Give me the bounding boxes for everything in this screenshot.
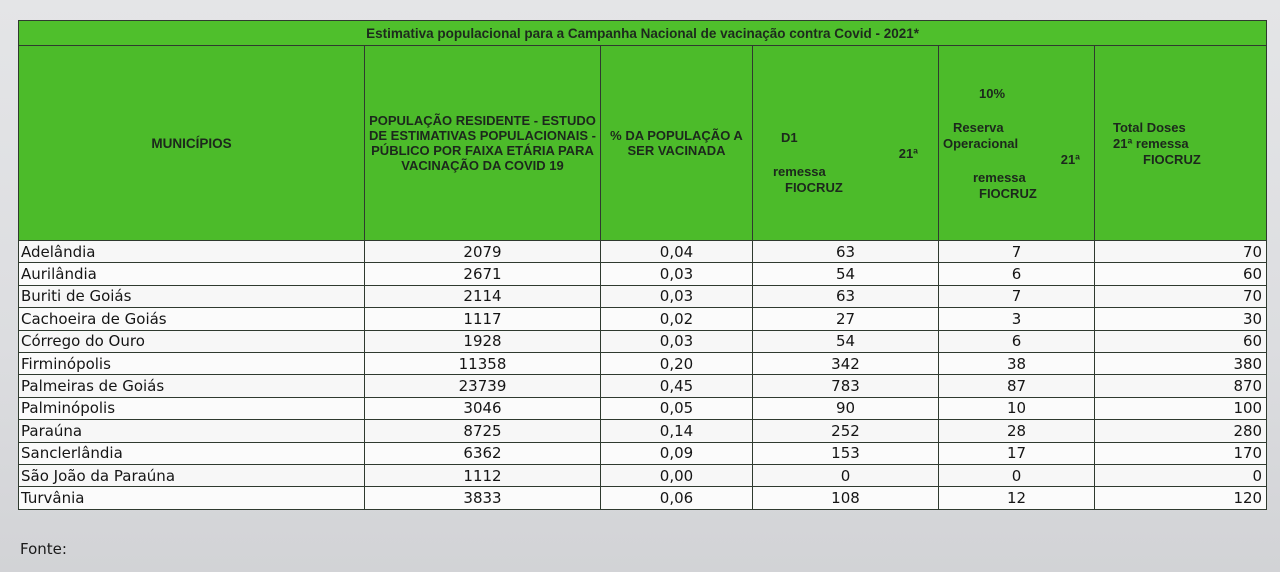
cell-municipio: Paraúna (19, 420, 365, 442)
cell-populacao: 1112 (365, 464, 601, 486)
header-d1 (753, 46, 939, 241)
cell-populacao: 2114 (365, 285, 601, 307)
cell-populacao: 8725 (365, 420, 601, 442)
cell-populacao: 1117 (365, 308, 601, 330)
header-d1-label: D1 (781, 130, 798, 145)
cell-percentual: 0,05 (601, 397, 753, 419)
cell-d1: 54 (753, 263, 939, 285)
table-row (19, 330, 1267, 352)
cell-percentual: 0,03 (601, 330, 753, 352)
cell-total: 60 (1095, 330, 1267, 352)
cell-d1: 0 (753, 464, 939, 486)
header-reserva-fiocruz: FIOCRUZ (979, 186, 1037, 201)
cell-total: 100 (1095, 397, 1267, 419)
cell-municipio: Córrego do Ouro (19, 330, 365, 352)
cell-total: 870 (1095, 375, 1267, 397)
cell-total: 60 (1095, 263, 1267, 285)
cell-populacao: 6362 (365, 442, 601, 464)
cell-municipio: Turvânia (19, 487, 365, 509)
cell-d1: 252 (753, 420, 939, 442)
cell-reserva: 17 (939, 442, 1095, 464)
cell-percentual: 0,00 (601, 464, 753, 486)
cell-percentual: 0,03 (601, 263, 753, 285)
header-reserva-remessa: remessa (973, 170, 1026, 185)
table-row (19, 308, 1267, 330)
table-row (19, 397, 1267, 419)
cell-d1: 54 (753, 330, 939, 352)
header-populacao: POPULAÇÃO RESIDENTE - ESTUDO DE ESTIMATIVAS POPULACIONAIS - PÚBLICO POR FAIXA ETÁRIA PARA VACINAÇÃO DA COVID 19 (365, 46, 601, 241)
table-row (19, 442, 1267, 464)
header-reserva-label: Reserva (953, 120, 1004, 135)
header-reserva (939, 46, 1095, 241)
source-label: Fonte: (20, 540, 67, 558)
cell-municipio: Adelândia (19, 241, 365, 263)
spreadsheet (18, 20, 1266, 510)
cell-percentual: 0,09 (601, 442, 753, 464)
cell-percentual: 0,20 (601, 352, 753, 374)
cell-populacao: 1928 (365, 330, 601, 352)
header-reserva-remessa-number: 21ª (1060, 152, 1080, 167)
cell-d1: 108 (753, 487, 939, 509)
cell-reserva: 38 (939, 352, 1095, 374)
table-row (19, 263, 1267, 285)
cell-d1: 63 (753, 285, 939, 307)
cell-total: 70 (1095, 285, 1267, 307)
cell-populacao: 2079 (365, 241, 601, 263)
cell-reserva: 12 (939, 487, 1095, 509)
cell-reserva: 6 (939, 263, 1095, 285)
cell-total: 380 (1095, 352, 1267, 374)
title-row (19, 21, 1267, 46)
cell-reserva: 28 (939, 420, 1095, 442)
cell-d1: 27 (753, 308, 939, 330)
cell-reserva: 3 (939, 308, 1095, 330)
cell-percentual: 0,04 (601, 241, 753, 263)
cell-municipio: Palmeiras de Goiás (19, 375, 365, 397)
header-reserva-operacional: Operacional (943, 136, 1019, 151)
cell-municipio: Palminópolis (19, 397, 365, 419)
table-body (19, 241, 1267, 510)
cell-total: 30 (1095, 308, 1267, 330)
cell-reserva: 7 (939, 285, 1095, 307)
header-row (19, 46, 1267, 241)
table-row (19, 285, 1267, 307)
cell-d1: 783 (753, 375, 939, 397)
cell-percentual: 0,06 (601, 487, 753, 509)
cell-total: 170 (1095, 442, 1267, 464)
header-total-remessa: 21ª remessa (1113, 136, 1189, 151)
header-d1-remessa: remessa (773, 164, 826, 179)
cell-municipio: São João da Paraúna (19, 464, 365, 486)
cell-percentual: 0,03 (601, 285, 753, 307)
table-title: Estimativa populacional para a Campanha Nacional de vacinação contra Covid - 2021* (19, 21, 1267, 46)
cell-d1: 63 (753, 241, 939, 263)
population-table (18, 20, 1267, 510)
cell-populacao: 2671 (365, 263, 601, 285)
cell-municipio: Cachoeira de Goiás (19, 308, 365, 330)
cell-percentual: 0,02 (601, 308, 753, 330)
cell-municipio: Aurilândia (19, 263, 365, 285)
cell-populacao: 11358 (365, 352, 601, 374)
cell-municipio: Sanclerlândia (19, 442, 365, 464)
cell-percentual: 0,45 (601, 375, 753, 397)
cell-total: 120 (1095, 487, 1267, 509)
cell-d1: 342 (753, 352, 939, 374)
header-reserva-percent: 10% (979, 86, 1006, 101)
header-percentual: % DA POPULAÇÃO A SER VACINADA (601, 46, 753, 241)
cell-total: 70 (1095, 241, 1267, 263)
cell-total: 280 (1095, 420, 1267, 442)
cell-reserva: 87 (939, 375, 1095, 397)
cell-total: 0 (1095, 464, 1267, 486)
cell-reserva: 10 (939, 397, 1095, 419)
table-row (19, 352, 1267, 374)
cell-populacao: 3046 (365, 397, 601, 419)
cell-municipio: Buriti de Goiás (19, 285, 365, 307)
cell-percentual: 0,14 (601, 420, 753, 442)
cell-d1: 153 (753, 442, 939, 464)
header-municipios: MUNICÍPIOS (19, 46, 365, 241)
header-total-doses: Total Doses (1113, 120, 1186, 135)
cell-populacao: 23739 (365, 375, 601, 397)
cell-reserva: 7 (939, 241, 1095, 263)
header-d1-remessa-number: 21ª (898, 146, 918, 161)
header-total (1095, 46, 1267, 241)
table-row (19, 420, 1267, 442)
cell-populacao: 3833 (365, 487, 601, 509)
table-row (19, 464, 1267, 486)
header-total-fiocruz: FIOCRUZ (1143, 152, 1201, 167)
cell-municipio: Firminópolis (19, 352, 365, 374)
table-row (19, 241, 1267, 263)
table-row (19, 487, 1267, 509)
table-row (19, 375, 1267, 397)
cell-d1: 90 (753, 397, 939, 419)
header-d1-fiocruz: FIOCRUZ (785, 180, 843, 195)
cell-reserva: 0 (939, 464, 1095, 486)
cell-reserva: 6 (939, 330, 1095, 352)
